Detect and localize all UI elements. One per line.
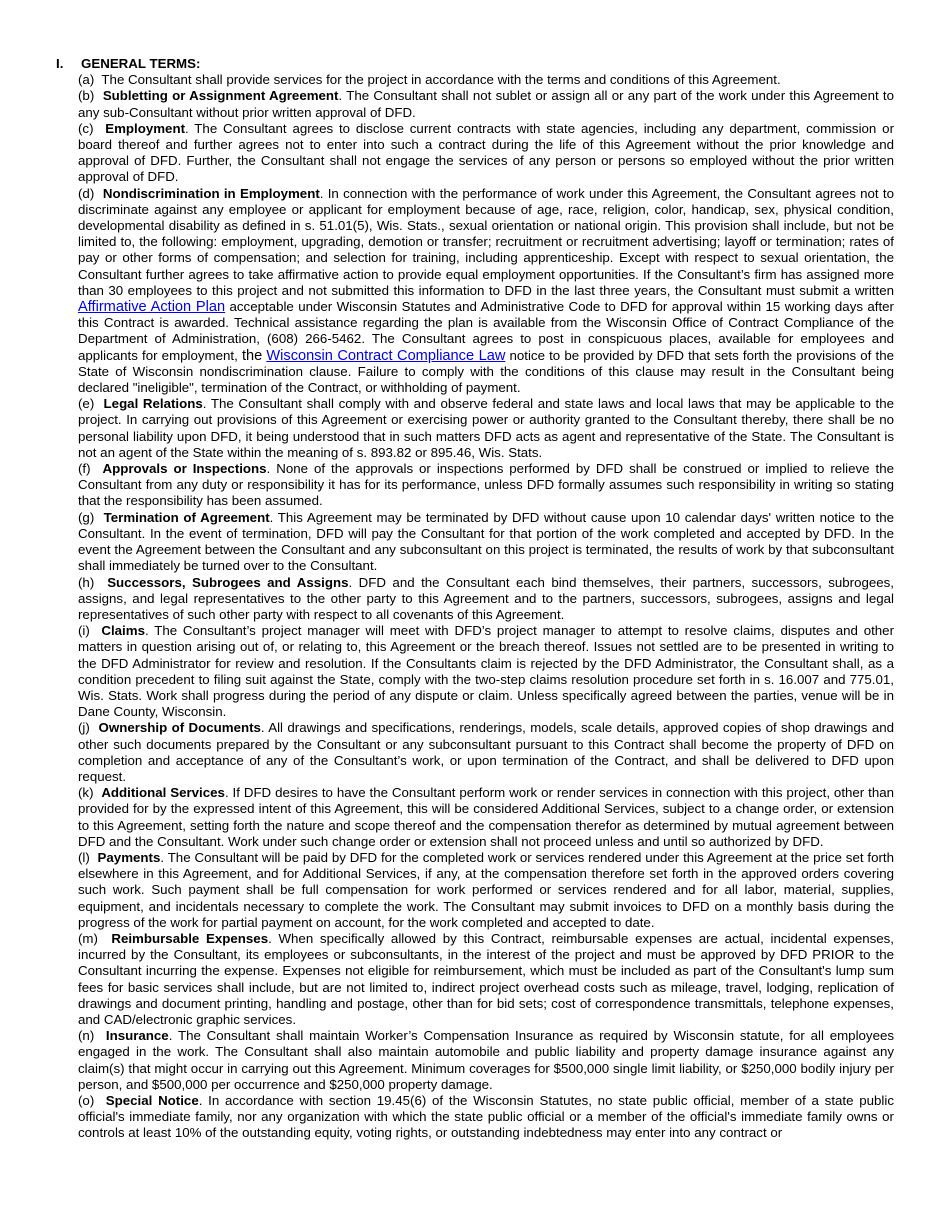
clause-k xyxy=(78,785,894,850)
clause-label: Insurance xyxy=(105,1028,169,1044)
clause-text: . None of the approvals or inspections performed by DFD shall be construed or implied to relieve the Consultant from any duty or responsibility it has for its performance, unless DFD formally assumes such responsibility in writing so stating that the responsibility has been assumed. xyxy=(78,461,894,509)
clause-a xyxy=(78,72,894,88)
section-title: GENERAL TERMS: xyxy=(81,56,201,71)
section-heading xyxy=(56,56,894,72)
clause-letter: (o) xyxy=(78,1093,95,1108)
clause-text: . The Consultant will be paid by DFD for the completed work or services rendered under this Agreement at the price set forth elsewhere in this Agreement, and for Additional Services, if any, at the compensation therefore set forth in the approved orders covering such work. Such payment shall be full compensation for work performed or services rendered and for all labor, material, supplies, equipment, and incidentals necessary to complete the work. The Consultant may submit invoices to DFD on a monthly basis during the progress of the work for partial payment on account, for the work completed and accepted to date. xyxy=(78,849,895,930)
clause-g xyxy=(78,510,894,575)
clause-text: . All drawings and specifications, renderings, models, scale details, approved copies of shop drawings and other such documents prepared by the Consultant or any subconsultant pursuant to this Contract shall become the property of DFD on completion and acceptance of any of the Consultant’s work, or upon termination of the Contract, and shall be delivered to DFD upon request. xyxy=(78,720,895,784)
contract-compliance-law-link[interactable]: Wisconsin Contract Compliance Law xyxy=(266,347,506,364)
clause-text: the xyxy=(241,347,263,364)
clause-e xyxy=(78,396,894,461)
clause-label: Employment xyxy=(105,120,185,136)
clause-c xyxy=(78,121,894,186)
clause-list xyxy=(78,72,894,1141)
clause-h xyxy=(78,575,894,624)
affirmative-action-plan-link[interactable]: Affirmative Action Plan xyxy=(78,299,226,316)
clause-letter: (b) xyxy=(78,88,95,104)
clause-label: Special Notice xyxy=(105,1093,199,1108)
clause-label: Successors, Subrogees and Assigns xyxy=(107,574,349,590)
clause-label: Legal Relations xyxy=(103,396,203,412)
clause-label: Approvals or Inspections xyxy=(102,461,267,477)
clause-text: The Consultant shall provide services for the project in accordance with the terms and conditions of this Agreement. xyxy=(101,72,781,88)
clause-i xyxy=(78,623,894,720)
clause-l xyxy=(78,850,894,931)
clause-text: . The Consultant agrees to disclose current contracts with state agencies, including any department, commission or board thereof and further agrees not to enter into such a contract during the life of this Agreement without the prior knowledge and approval of DFD. Further, the Consultant shall not engage the services of any person or persons so employed without the prior written approval of DFD. xyxy=(78,120,894,185)
clause-letter: (h) xyxy=(78,574,95,590)
clause-text: . This Agreement may be terminated by DFD without cause upon 10 calendar days' written notice to the Consultant. In the event of termination, DFD will pay the Consultant for that portion of the work completed and accepted by DFD. In the event the Agreement between the Consultant and any subconsultant on this project is terminated, the results of work by that subconsultant shall immediately be turned over to the Consultant. xyxy=(78,509,895,574)
clause-d xyxy=(78,186,894,397)
clause-b xyxy=(78,88,894,120)
clause-j xyxy=(78,720,894,785)
clause-text: . The Consultant shall maintain Worker’s Compensation Insurance as required by Wisconsin statute, for all employees engaged in the work. The Consultant shall also maintain automobile and public liability and property damage insurance against any claim(s) that might occur in carrying out this Agreement. Minimum coverages for $500,000 single limit liability, or $250,000 bodily injury per person, and $500,000 per occurrence and $250,000 property damage. xyxy=(78,1028,895,1092)
clause-letter: (c) xyxy=(78,120,94,136)
clause-label: Ownership of Documents xyxy=(98,720,261,736)
section-number: I. xyxy=(56,56,64,71)
clause-letter: (e) xyxy=(78,396,95,412)
clause-label: Nondiscrimination in Employment xyxy=(102,185,320,201)
clause-letter: (i) xyxy=(78,623,90,639)
clause-label: Claims xyxy=(101,623,145,639)
clause-text: . The Consultant shall not sublet or assign all or any part of the work under this Agreement to any sub-Consultant without prior written approval of DFD. xyxy=(78,88,895,120)
clause-letter: (n) xyxy=(78,1028,95,1044)
clause-letter: (k) xyxy=(78,785,94,801)
clause-o xyxy=(78,1093,894,1142)
clause-letter: (f) xyxy=(78,461,91,477)
clause-letter: (g) xyxy=(78,509,95,525)
clause-letter: (m) xyxy=(78,930,98,946)
clause-text: . The Consultant’s project manager will meet with DFD’s project manager to attempt to resolve claims, disputes and other matters in question arising out of, or relating to, this Agreement or the breach thereof. Issues not settled are to be presented in writing to the DFD Administrator for review and resolution. If the Consultants claim is rejected by the DFD Administrator, the Consultant shall, as a condition precedent to filing suit against the State, comply with the two-step claims resolution procedure set forth in s. 16.007 and 775.01, Wis. Stats. Work shall progress during the period of any dispute or claim. Unless specifically agreed between the parties, venue will be in Dane County, Wisconsin. xyxy=(78,623,895,720)
clause-label: Termination of Agreement xyxy=(103,509,270,525)
clause-text: . In connection with the performance of work under this Agreement, the Consultant agrees not to discriminate against any employee or applicant for employment because of age, race, religion, color, handicap, sex, physical condition, developmental disability as defined in s. 51.01(5), Wis. Stats., sexual orientation or national origin. This provision shall include, but not be limited to, the following: employment, upgrading, demotion or transfer; recruitment or recruitment advertising; layoff or termination; rates of pay or other forms of compensation; and selection for training, including apprenticeship. Except with respect to sexual orientation, the Consultant further agrees to take affirmative action to provide equal employment opportunities. If the Consultant’s firm has assigned more than 30 employees to this project and not submitted this information to DFD in the last three years, the Consultant must submit a written xyxy=(78,185,894,298)
clause-text: . DFD and the Consultant each bind themselves, their partners, successors, subrogees, assigns, and legal representatives to the other party to this Agreement and to the partners, successors, subrogees, assigns and legal representatives of such other party with respect to all covenants of this Agreement. xyxy=(78,574,895,622)
clause-text: . The Consultant shall comply with and observe federal and state laws and local laws that may be applicable to the project. In carrying out provisions of this Agreement or exercising power or authority granted to the Consultant thereby, there shall be no personal liability upon DFD, it being understood that in such matters DFD acts as agent and representative of the State. The Consultant is not an agent of the State within the meaning of s. 893.82 or 895.46, Wis. Stats. xyxy=(78,396,894,460)
clause-letter: (j) xyxy=(78,720,90,736)
clause-label: Payments xyxy=(97,849,161,865)
clause-m xyxy=(78,931,894,1028)
clause-f xyxy=(78,461,894,510)
clause-letter: (l) xyxy=(78,849,90,865)
clause-text: . If DFD desires to have the Consultant perform work or render services in connection with this project, other than provided for by the expressed intent of this Agreement, this will be considered Additional Services, subject to a change order, or extension to this Agreement, setting forth the nature and scope thereof and the compensation therefor as determined by mutual agreement between DFD and the Consultant. Work under such change order or extension shall not proceed unless and until so authorized by DFD. xyxy=(78,785,895,849)
clause-letter: (a) xyxy=(78,72,95,88)
clause-letter: (d) xyxy=(78,185,95,201)
clause-label: Reimbursable Expenses xyxy=(111,930,269,946)
clause-text: notice to be provided by DFD that sets forth the provisions of the State of Wisconsin nondiscrimination clause. Failure to comply with the conditions of this clause may result in the Consultant being declared "ineligible", termination of the Contract, or withholding of payment. xyxy=(78,347,894,396)
clause-label: Subletting or Assignment Agreement xyxy=(102,88,339,104)
clause-n xyxy=(78,1028,894,1093)
clause-text: . In accordance with section 19.45(6) of the Wisconsin Statutes, no state public official, member of a state public official's immediate family, nor any organization with which the state public official or a member of the official's immediate family owns or controls at least 10% of the outstanding equity, voting rights, or outstanding indebtedness may enter into any contract or xyxy=(78,1093,894,1141)
clause-text: acceptable under Wisconsin Statutes and Administrative Code to DFD for approval within 15 working days after this Contract is awarded. Technical assistance regarding the plan is available from the Wisconsin Office of Contract Compliance of the Department of Administration, (608) 266-5462. The Consultant agrees to post in conspicuous places, available for employees and applicants for employment, xyxy=(78,299,894,363)
clause-label: Additional Services xyxy=(101,785,225,801)
clause-text: . When specifically allowed by this Contract, reimbursable expenses are actual, incidental expenses, incurred by the Consultant, its employees or subconsultants, in the interest of the project and must be approved by DFD PRIOR to the Consultant incurring the expense. Expenses not eligible for reimbursement, which must be included as part of the Consultant's lump sum fees for basic services shall include, but are not limited to, indirect project overhead costs such as mileage, travel, lodging, replication of drawings and document printing, handling and postage, other than for bid sets; cost of correspondence transmittals, telephone expenses, and CAD/electronic graphic services. xyxy=(78,930,895,1027)
